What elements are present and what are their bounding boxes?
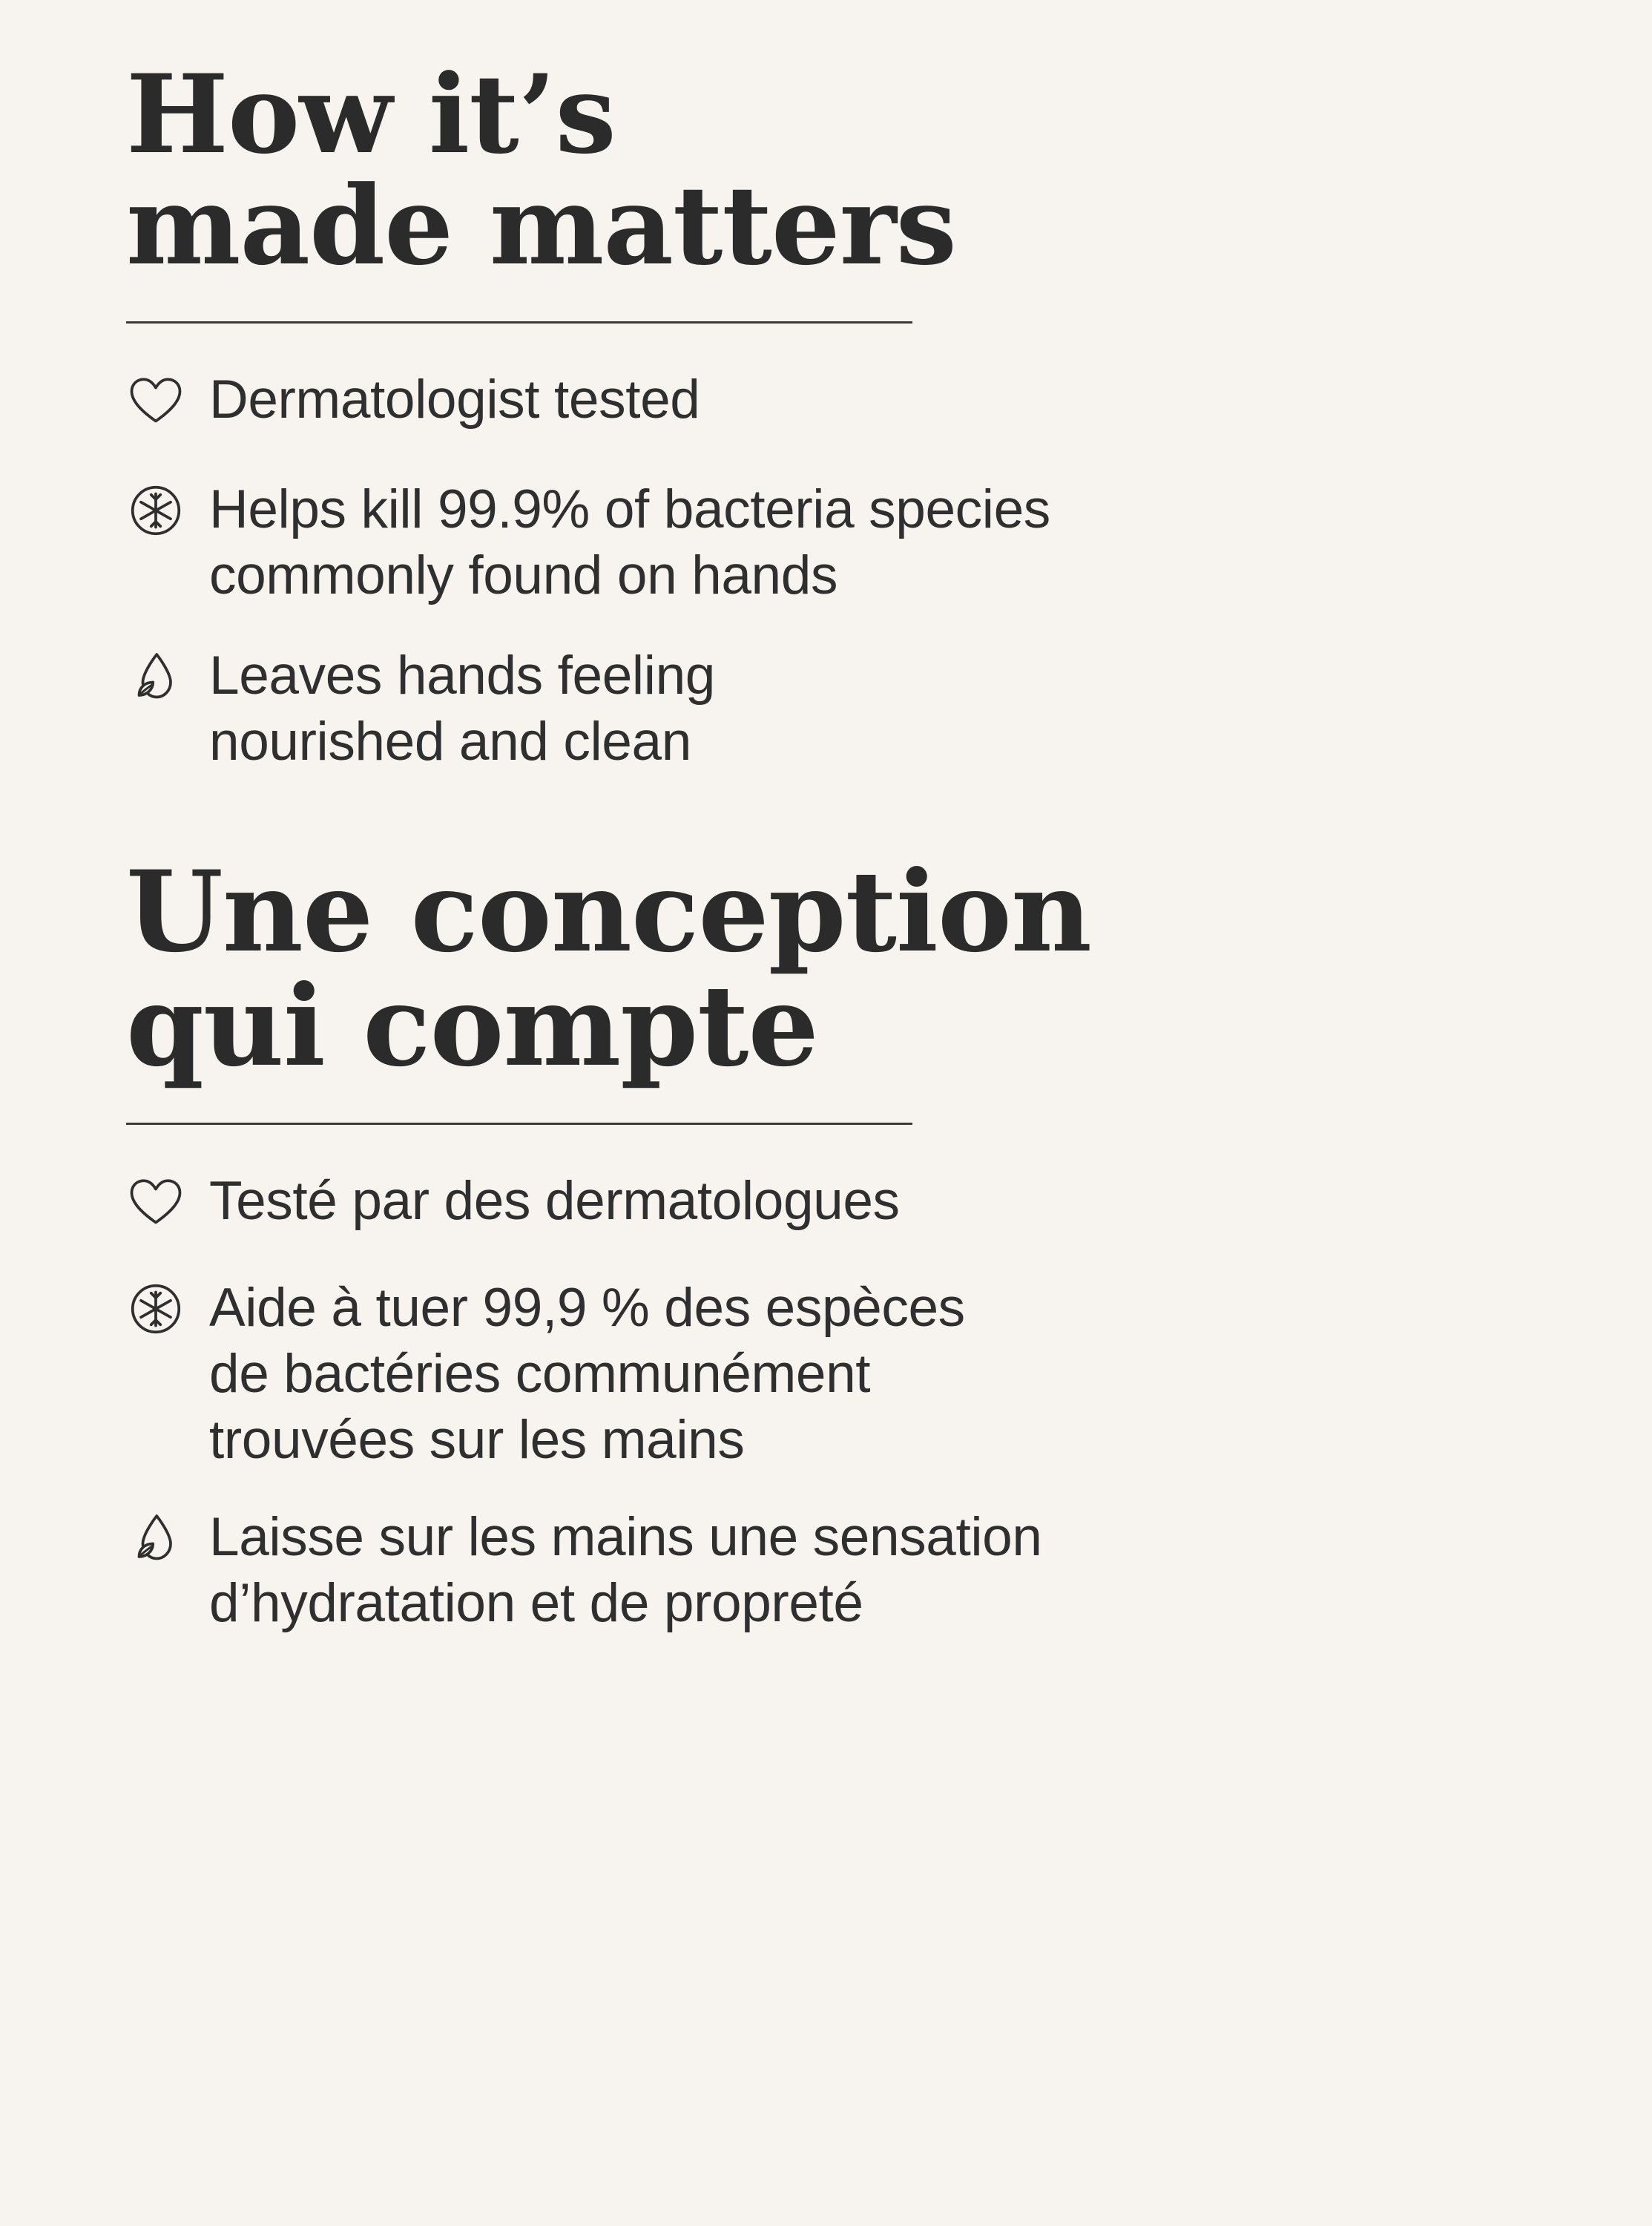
page-title: How it’s made matters <box>126 51 956 290</box>
droplet-leaf-icon <box>126 641 209 718</box>
list-item <box>126 475 1526 608</box>
snowflake-circle-icon <box>126 1273 209 1350</box>
feature-label: Laisse sur les mains une sensation d’hydratation et de propreté <box>209 1507 1042 1634</box>
feature-label: Helps kill 99.9% of bacteria species commonly found on hands <box>209 479 1050 605</box>
list-item <box>126 1503 1526 1636</box>
list-item <box>126 1273 1526 1473</box>
feature-label: Aide à tuer 99,9 % des espèces de bactéries communément trouvées sur les mains <box>209 1277 965 1471</box>
section-french <box>126 846 1526 1636</box>
feature-list-english <box>126 365 1526 775</box>
heart-icon <box>126 365 209 442</box>
droplet-leaf-icon <box>126 1503 209 1580</box>
section-english <box>126 51 1526 775</box>
page-title-french: Une conception qui compte <box>126 846 1091 1092</box>
heart-icon <box>126 1166 209 1244</box>
divider-english <box>126 321 912 324</box>
list-item <box>126 1166 1526 1244</box>
feature-list-french <box>126 1166 1526 1636</box>
list-item <box>126 365 1526 442</box>
feature-label: Leaves hands feeling nourished and clean <box>209 645 715 772</box>
feature-label: Dermatologist tested <box>209 369 700 430</box>
snowflake-circle-icon <box>126 475 209 552</box>
divider-french <box>126 1123 912 1125</box>
list-item <box>126 641 1526 775</box>
feature-label: Testé par des dermatologues <box>209 1170 900 1231</box>
